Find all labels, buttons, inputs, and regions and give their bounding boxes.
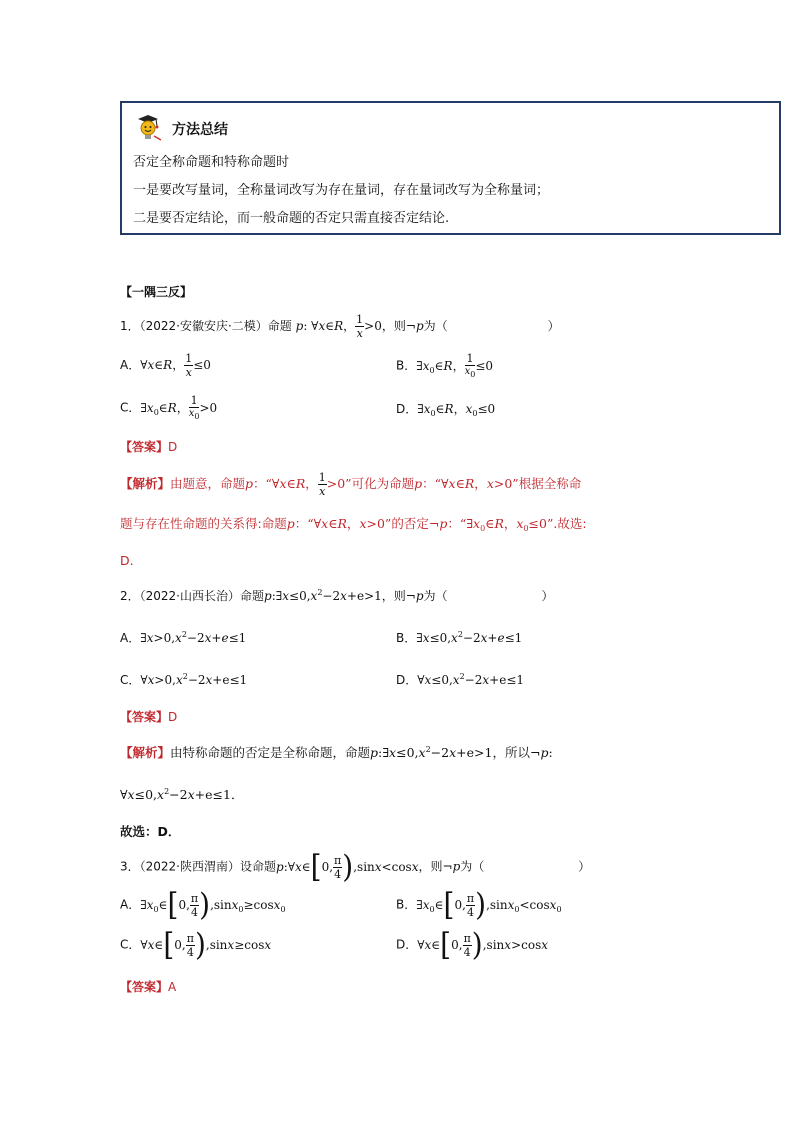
q1-option-a[interactable]: A．∀x∈R， $\frac{1}{x}$ ≤0 <box>120 352 211 379</box>
q2-analysis-line-1: 【解析】由特称命题的否定是全称命题，命题$p:\exists x\le 0,x^2-2x+e>1$，所以¬p: <box>120 745 553 760</box>
analysis-label: 【解析】 <box>120 476 171 491</box>
option-label: A． <box>120 358 141 372</box>
q2-analysis-text-2: ，所以 <box>492 745 530 760</box>
q1-stem-close: ） <box>547 319 560 333</box>
q3-stem-then: ，则 <box>418 859 443 874</box>
q2-option-c[interactable]: C．$\forall x>0,x^2-2x+e\le 1$ <box>120 672 248 687</box>
q3-stem-prefix: 3．（2022·陕西渭南）设命题 <box>120 859 276 874</box>
q2-stem: 2．（2022·山西长治）命题$p:\exists x\le 0,x^2-2x+e>1$，则¬p为（ ） <box>120 588 554 603</box>
q3-option-c[interactable]: C．∀x∈[0, $\frac{\pi}{4}$ ),sinx≥cosx <box>120 926 272 963</box>
option-label: C． <box>120 937 141 952</box>
option-label: C． <box>120 673 141 687</box>
q3-answer-value: A <box>168 980 177 994</box>
q3-option-d[interactable]: D．∀x∈[0, $\frac{\pi}{4}$ ),sinx>cosx <box>396 926 549 963</box>
q1-stem-prefix: 1．（2022·安徽安庆·二模）命题 <box>120 319 292 333</box>
answer-label: 【答案】 <box>120 980 169 994</box>
q2-analysis-line-2: $\forall x\le 0,x^2-2x+e\le 1$． <box>120 787 244 802</box>
q3-stem-wei: 为（ <box>460 859 485 874</box>
option-label: D． <box>396 937 418 952</box>
q1-stem-then: ，则 <box>381 319 406 333</box>
q1-answer <box>120 438 177 455</box>
q2-option-d[interactable]: D．$\forall x\le 0,x^2-2x+e\le 1$ <box>396 672 525 687</box>
analysis-label: 【解析】 <box>120 745 171 760</box>
q2-analysis-text-1: 由特称命题的否定是全称命题，命题 <box>170 745 371 760</box>
summary-line-3: 二是要否定结论，而一般命题的否定只需直接否定结论. <box>133 211 450 226</box>
q2-stem-wei: 为（ <box>423 589 448 603</box>
q1-analysis-text-3: 根据全称命 <box>518 476 582 491</box>
summary-title: 方法总结 <box>172 122 228 138</box>
option-label: B． <box>396 897 417 912</box>
summary-line-1: 否定全称命题和特称命题时 <box>133 155 290 170</box>
option-label: B． <box>396 631 417 645</box>
q3-stem: 3．（2022·陕西渭南）设命题p:∀x∈[0, $\frac{\pi}{4}$ ),sinx<cosx，则¬p为（ ） <box>120 848 591 885</box>
option-label: D． <box>396 673 418 687</box>
summary-line-2: 一是要改写量词，全称量词改写为存在量词，存在量词改写为全称量词； <box>133 183 550 198</box>
q2-conclusion: 故选：D． <box>120 824 181 839</box>
q2-option-a[interactable]: A．$\exists x>0,x^2-2x+e\le 1$ <box>120 630 247 645</box>
q2-option-b[interactable]: B．$\exists x\le 0,x^2-2x+e\le 1$ <box>396 630 523 645</box>
lightbulb-mascot-icon <box>134 114 164 145</box>
q3-option-b[interactable]: B．$\exists x_0\in[0$, $\frac{\pi}{4}$ ),sinx$_0$<cosx$_0$ <box>396 886 562 923</box>
section-heading: 【一隅三反】 <box>120 285 193 299</box>
q3-stem-close: ） <box>578 859 591 874</box>
q1-analysis-text-2: 可化为命题 <box>351 476 415 491</box>
q1-analysis-text-5: 的否定 <box>391 516 429 531</box>
q1-option-c[interactable]: C．$\exists x_0\in R$， $\frac{1}{x_0}$ >0 <box>120 394 218 421</box>
answer-label: 【答案】 <box>120 710 169 724</box>
q2-answer-value: D <box>168 710 178 724</box>
option-label: A． <box>120 631 141 645</box>
q1-analysis-line-2: 题与存在性命题的关系得:命题p：“∀x∈R，x>0”的否定¬p：“$\exists x_0\in R$，$x_0\le 0$”.故选: <box>120 516 587 533</box>
q1-answer-value: D <box>168 440 178 454</box>
option-label: A． <box>120 897 141 912</box>
option-label: B． <box>396 358 417 373</box>
q1-analysis-line-3: D. <box>120 553 134 568</box>
q1-stem: 1．（2022·安徽安庆·二模）命题 p: ∀x∈R， $\frac{1}{x}$ >0，则¬p为（ ） <box>120 313 560 340</box>
q1-stem-wei: 为（ <box>423 319 448 333</box>
q3-option-a[interactable]: A．$\exists x_0\in[0$, $\frac{\pi}{4}$ ),sinx$_0$≥cosx$_0$ <box>120 886 286 923</box>
answer-label: 【答案】 <box>120 440 169 454</box>
option-label: D． <box>396 402 418 416</box>
q3-answer <box>120 978 176 995</box>
q1-analysis-text-6: .故选: <box>553 516 587 531</box>
q1-option-d[interactable]: D．$\exists x_0\in R$，$x_0\le 0$ <box>396 402 496 418</box>
q1-analysis-text-1: 由题意，命题 <box>170 476 246 491</box>
q1-analysis-line-1: 【解析】由题意，命题p：“∀x∈R， $\frac{1}{x}$ >0”可化为命题p：“∀x∈R，x>0”根据全称命 <box>120 471 582 498</box>
q2-answer <box>120 708 177 725</box>
q2-stem-then: ，则 <box>381 589 406 603</box>
option-label: C． <box>120 400 141 415</box>
q1-analysis-text-4: 题与存在性命题的关系得:命题 <box>120 516 287 531</box>
q2-stem-prefix: 2．（2022·山西长治）命题 <box>120 589 264 603</box>
q1-option-b[interactable]: B．$\exists x_0\in R$， $\frac{1}{x_0}$ ≤0 <box>396 352 494 379</box>
q2-stem-close: ） <box>541 589 554 603</box>
